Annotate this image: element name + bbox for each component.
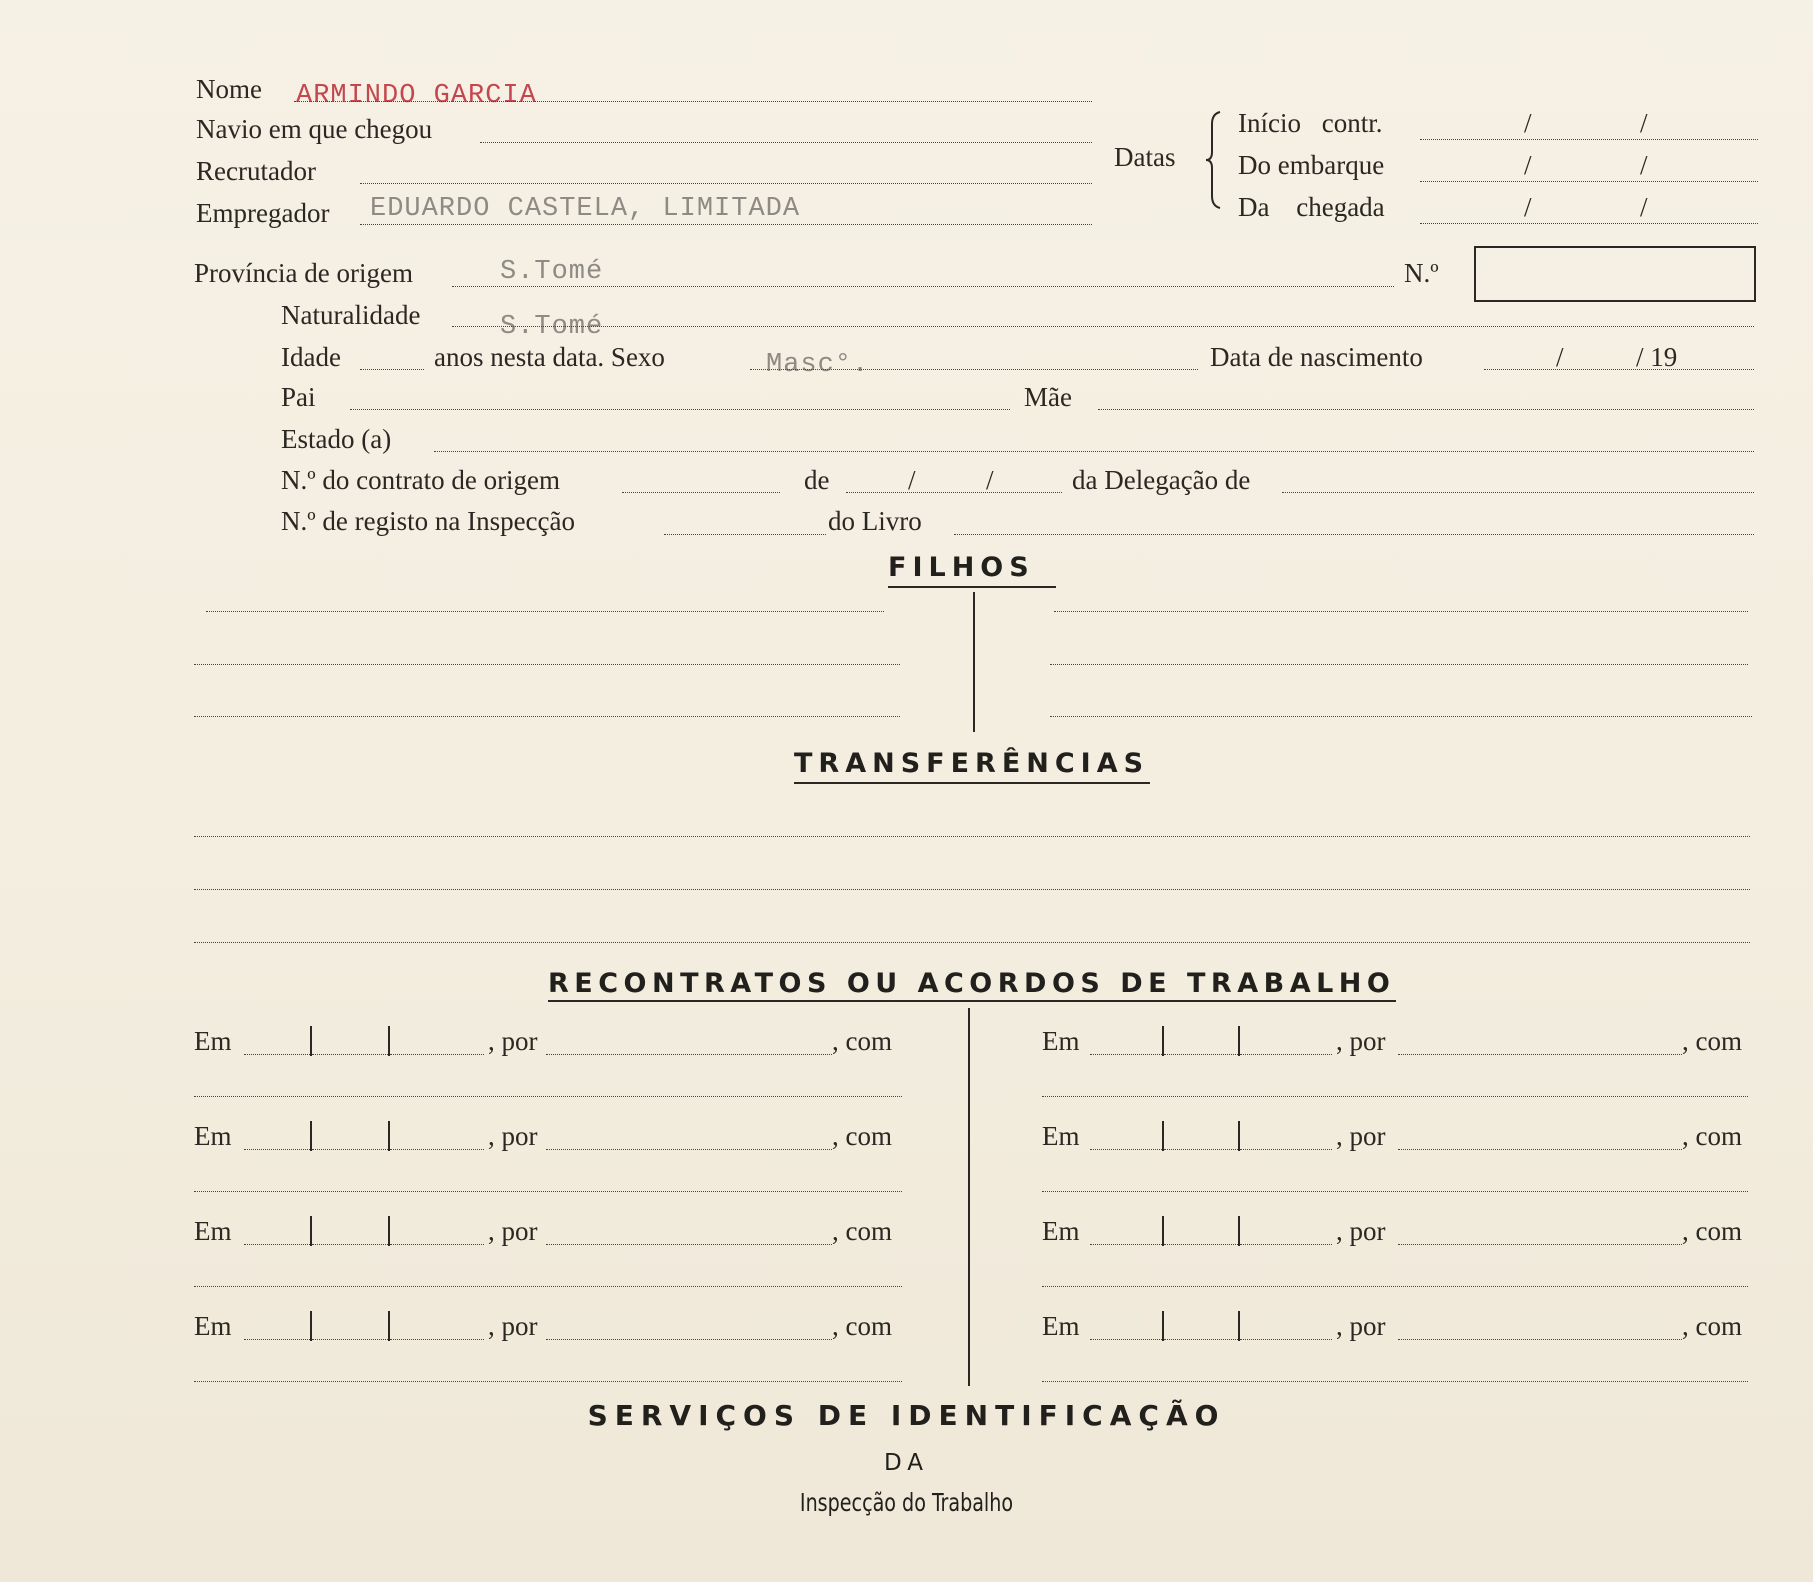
recontrato-date-separator [1238,1216,1240,1246]
recontrato-com-label: , com [1682,1121,1742,1151]
delegacao-label: da Delegação de [1072,465,1251,495]
registo-label: N.º de registo na Inspecção [281,506,576,536]
numero-box[interactable] [1474,246,1756,302]
recontrato-com-label: , com [832,1121,892,1151]
recontrato-com-field[interactable] [1042,1096,1748,1097]
recontrato-date-separator [1238,1311,1240,1341]
contrato-origem-label: N.º do contrato de origem [281,465,561,495]
chegada-label: Da chegada [1238,192,1385,222]
contrato-slash-1: / [908,465,916,495]
embarque-field[interactable] [1420,181,1758,182]
sexo-field[interactable] [750,369,1198,370]
recontrato-em-label: Em [1042,1311,1080,1341]
recontrato-date-separator [310,1026,312,1056]
estado-label: Estado (a) [281,424,392,454]
recontrato-month-field[interactable] [312,1339,388,1340]
recontrato-year-field[interactable] [1240,1339,1332,1340]
filhos-line-right-3[interactable] [1050,716,1752,717]
recrutador-label: Recrutador [196,156,316,186]
recontrato-por-field[interactable] [546,1054,832,1055]
nome-value: ARMINDO GARCIA [296,81,537,111]
recontrato-date-separator [1238,1121,1240,1151]
recontrato-date-separator [388,1121,390,1151]
recontrato-por-field[interactable] [1398,1339,1682,1340]
recontrato-em-label: Em [1042,1121,1080,1151]
embarque-label: Do embarque [1238,150,1385,180]
filhos-line-left-1[interactable] [206,611,884,612]
recontrato-com-label: , com [1682,1026,1742,1056]
recontrato-com-field[interactable] [194,1381,902,1382]
recontrato-por-field[interactable] [546,1244,832,1245]
contrato-date-field[interactable] [846,492,1062,493]
recontrato-year-field[interactable] [1240,1054,1332,1055]
nascimento-field[interactable] [1484,369,1754,370]
recontrato-day-field[interactable] [244,1149,310,1150]
transferencias-line-3[interactable] [194,942,1750,943]
recontrato-por-label: , por [488,1121,538,1151]
filhos-line-left-2[interactable] [194,664,900,665]
recontrato-date-separator [1238,1026,1240,1056]
recontrato-date-separator [310,1121,312,1151]
naturalidade-field[interactable] [452,326,1754,327]
recontrato-com-label: , com [832,1216,892,1246]
inicio-slash-1: / [1524,108,1532,138]
chegada-slash-2: / [1640,192,1648,222]
recontrato-em-label: Em [1042,1216,1080,1246]
recontrato-com-label: , com [1682,1311,1742,1341]
recontrato-day-field[interactable] [244,1339,310,1340]
recontratos-underline [548,1000,1396,1002]
recrutador-field[interactable] [360,183,1092,184]
recontrato-month-field[interactable] [312,1054,388,1055]
recontrato-month-field[interactable] [312,1244,388,1245]
recontrato-com-field[interactable] [194,1191,902,1192]
mae-label: Mãe [1024,382,1072,412]
contrato-slash-2: / [986,465,994,495]
recontrato-por-field[interactable] [1398,1054,1682,1055]
recontrato-day-field[interactable] [1090,1244,1162,1245]
anos-label: anos nesta data. Sexo [434,342,665,372]
recontrato-date-separator [388,1311,390,1341]
recontrato-por-field[interactable] [1398,1244,1682,1245]
mae-field[interactable] [1098,409,1754,410]
recontrato-date-separator [310,1311,312,1341]
nascimento-label: Data de nascimento [1210,342,1423,372]
datas-brace [1206,110,1230,210]
embarque-slash-2: / [1640,150,1648,180]
nome-label: Nome [196,74,262,104]
recontrato-por-label: , por [488,1311,538,1341]
delegacao-field[interactable] [1282,492,1754,493]
recontrato-date-separator [388,1026,390,1056]
recontrato-por-label: , por [1336,1121,1386,1151]
contrato-origem-field[interactable] [622,492,780,493]
footer-line1-wrap [0,1400,1813,1432]
recontrato-com-field[interactable] [1042,1286,1748,1287]
recontrato-em-label: Em [194,1026,232,1056]
livro-field[interactable] [954,534,1754,535]
recontrato-em-label: Em [194,1121,232,1151]
registo-field[interactable] [664,534,826,535]
recontrato-day-field[interactable] [1090,1149,1162,1150]
recontrato-year-field[interactable] [1240,1149,1332,1150]
contrato-de-label: de [804,465,830,495]
chegada-slash-1: / [1524,192,1532,222]
provincia-value: S.Tomé [500,257,604,287]
inicio-label: Início contr. [1238,108,1383,138]
empregador-label: Empregador [196,198,330,228]
recontrato-day-field[interactable] [244,1244,310,1245]
naturalidade-label: Naturalidade [281,300,421,330]
recontrato-por-label: , por [488,1026,538,1056]
recontrato-em-label: Em [194,1311,232,1341]
datas-label: Datas [1114,142,1176,172]
recontrato-month-field[interactable] [1164,1244,1238,1245]
naturalidade-value: S.Tomé [500,312,604,342]
provincia-label: Província de origem [194,258,413,288]
recontrato-day-field[interactable] [1090,1054,1162,1055]
recontrato-com-label: , com [832,1311,892,1341]
recontrato-em-label: Em [194,1216,232,1246]
pai-field[interactable] [350,409,1010,410]
empregador-field[interactable] [360,224,1092,225]
recontrato-year-field[interactable] [1240,1244,1332,1245]
idade-label: Idade [281,342,341,372]
embarque-slash-1: / [1524,150,1532,180]
footer-subtitle: Inspecção do Trabalho [799,1488,1014,1517]
recontratos-divider [968,1008,970,1386]
footer-da: DA [883,1450,930,1476]
nascimento-slash: / [1556,342,1564,372]
recontrato-com-field[interactable] [194,1096,902,1097]
transferencias-line-1[interactable] [194,836,1750,837]
recontrato-por-field[interactable] [546,1149,832,1150]
livro-label: do Livro [828,506,922,536]
recontrato-month-field[interactable] [1164,1339,1238,1340]
transferencias-line-2[interactable] [194,889,1750,890]
filhos-underline [888,586,1056,588]
nome-field[interactable] [294,101,1092,102]
recontrato-year-field[interactable] [390,1339,484,1340]
recontrato-date-separator [1162,1121,1164,1151]
recontrato-com-field[interactable] [194,1286,902,1287]
recontrato-em-label: Em [1042,1026,1080,1056]
recontrato-year-field[interactable] [390,1149,484,1150]
recontrato-day-field[interactable] [244,1054,310,1055]
transferencias-heading: TRANSFERÊNCIAS [794,748,1150,779]
numero-label: N.º [1404,258,1439,288]
recontrato-por-field[interactable] [546,1339,832,1340]
navio-label: Navio em que chegou [196,114,433,144]
recontrato-com-label: , com [1682,1216,1742,1246]
recontrato-por-field[interactable] [1398,1149,1682,1150]
filhos-divider [973,592,975,732]
recontrato-date-separator [1162,1311,1164,1341]
recontrato-year-field[interactable] [390,1244,484,1245]
recontrato-day-field[interactable] [1090,1339,1162,1340]
sexo-value: Masc°. [766,350,870,380]
recontrato-date-separator [388,1216,390,1246]
transferencias-underline [794,782,1150,784]
recontrato-date-separator [310,1216,312,1246]
provincia-field[interactable] [452,286,1394,287]
filhos-line-right-2[interactable] [1050,664,1748,665]
recontratos-heading: RECONTRATOS OU ACORDOS DE TRABALHO [548,968,1396,999]
recontrato-month-field[interactable] [312,1149,388,1150]
inicio-slash-2: / [1640,108,1648,138]
chegada-field[interactable] [1420,223,1758,224]
recontrato-month-field[interactable] [1164,1054,1238,1055]
inicio-field[interactable] [1420,139,1758,140]
recontrato-por-label: , por [488,1216,538,1246]
empregador-value: EDUARDO CASTELA, LIMITADA [370,194,801,224]
recontrato-date-separator [1162,1026,1164,1056]
idade-field[interactable] [360,369,424,370]
recontrato-month-field[interactable] [1164,1149,1238,1150]
recontrato-com-field[interactable] [1042,1191,1748,1192]
pai-label: Pai [281,382,316,412]
filhos-line-right-1[interactable] [1054,611,1748,612]
recontrato-com-field[interactable] [1042,1381,1748,1382]
recontrato-date-separator [1162,1216,1164,1246]
navio-field[interactable] [480,142,1092,143]
recontrato-por-label: , por [1336,1216,1386,1246]
recontrato-year-field[interactable] [390,1054,484,1055]
nascimento-year-prefix: / 19 [1636,342,1678,372]
recontrato-por-label: , por [1336,1311,1386,1341]
footer-title: SERVIÇOS DE IDENTIFICAÇÃO [587,1399,1226,1432]
filhos-line-left-3[interactable] [194,716,900,717]
filhos-heading: FILHOS [888,552,1035,583]
estado-field[interactable] [434,451,1754,452]
recontrato-com-label: , com [832,1026,892,1056]
recontrato-por-label: , por [1336,1026,1386,1056]
